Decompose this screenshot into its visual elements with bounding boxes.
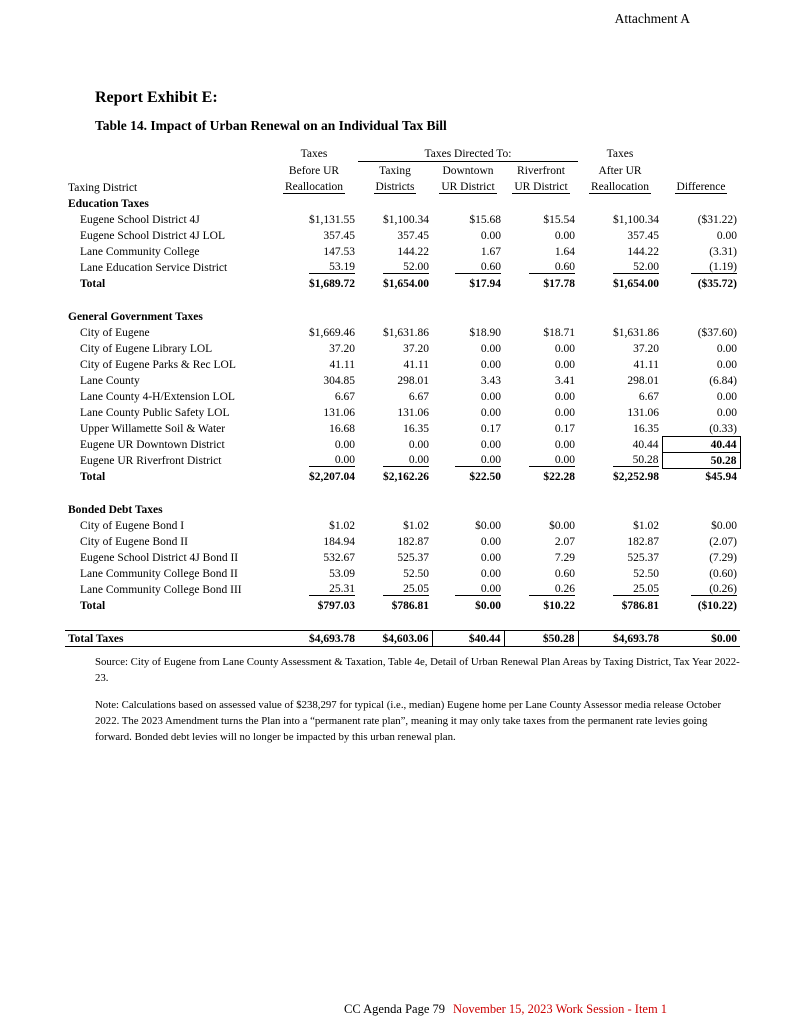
header-before-ur: Before UR — [288, 165, 340, 177]
value-cell: 52.50 — [633, 568, 659, 580]
value-cell: 16.35 — [403, 423, 429, 435]
header-empty-cell — [65, 161, 270, 178]
value-cell: (7.29) — [709, 552, 737, 564]
value-cell: ($10.22) — [697, 600, 737, 612]
value-cell: $10.22 — [543, 600, 575, 612]
value-cell: 3.41 — [554, 375, 575, 387]
value-cell: $18.90 — [469, 327, 501, 339]
value-cell: 298.01 — [627, 375, 659, 387]
table-row — [65, 404, 740, 420]
table-row — [65, 549, 740, 565]
table-row — [65, 436, 740, 452]
value-cell: 0.00 — [554, 407, 575, 419]
table-row — [65, 324, 740, 340]
district-label: Eugene UR Downtown District — [80, 439, 225, 451]
header-taxes-directed-group: Taxes Directed To: — [358, 144, 578, 161]
value-cell: 0.00 — [716, 391, 737, 403]
value-cell — [358, 581, 432, 597]
value-cell: 525.37 — [397, 552, 429, 564]
value-cell: $797.03 — [317, 600, 355, 612]
value-cell — [270, 452, 358, 468]
district-label: Eugene UR Riverfront District — [80, 455, 222, 467]
value-cell: $18.71 — [543, 327, 575, 339]
value-cell: $4,603.06 — [358, 630, 432, 646]
district-label: City of Eugene Bond II — [80, 536, 188, 548]
value-cell: $1,100.34 — [613, 214, 659, 226]
spacer-row — [65, 291, 740, 308]
district-label: City of Eugene Bond I — [80, 520, 185, 532]
value-cell: 182.87 — [627, 536, 659, 548]
underlined-value: 0.00 — [309, 454, 355, 467]
section-header-row — [65, 195, 740, 211]
underlined-value: 25.05 — [383, 583, 429, 596]
value-cell: $17.94 — [469, 278, 501, 290]
footer-page-number: CC Agenda Page 79 — [344, 1002, 446, 1016]
header-empty-cell — [662, 161, 740, 178]
value-cell: 1.64 — [554, 246, 575, 258]
section-title: Education Taxes — [68, 198, 149, 210]
table-row — [65, 517, 740, 533]
header-after-ur: After UR — [598, 165, 642, 177]
value-cell — [358, 452, 432, 468]
value-cell: 147.53 — [323, 246, 355, 258]
value-cell: 40.44 — [632, 439, 659, 451]
value-cell: ($31.22) — [697, 214, 737, 226]
spacer-row — [65, 484, 740, 501]
value-cell: 0.00 — [480, 407, 501, 419]
value-cell: 0.00 — [554, 359, 575, 371]
value-cell: 184.94 — [323, 536, 355, 548]
header-taxing-district: Taxing District — [68, 182, 138, 194]
value-cell: $1,689.72 — [309, 278, 355, 290]
value-cell: 40.44 — [662, 436, 740, 452]
value-cell: ($37.60) — [697, 327, 737, 339]
page-footer — [344, 1002, 667, 1017]
district-label: City of Eugene Library LOL — [80, 343, 213, 355]
district-label: Lane County 4-H/Extension LOL — [80, 391, 235, 403]
underlined-value: 0.00 — [455, 454, 501, 467]
value-cell: $0.00 — [475, 520, 501, 532]
underlined-value: 0.60 — [455, 261, 501, 274]
value-cell: 144.22 — [627, 246, 659, 258]
report-content — [65, 89, 760, 745]
district-label: Total Taxes — [65, 630, 270, 646]
underlined-value: 0.60 — [529, 261, 575, 274]
district-label: Eugene School District 4J LOL — [80, 230, 226, 242]
value-cell: $4,693.78 — [270, 630, 358, 646]
table-row — [65, 211, 740, 227]
underlined-value: 25.05 — [613, 583, 659, 596]
table-row — [65, 452, 740, 468]
value-cell: $17.78 — [543, 278, 575, 290]
value-cell: 0.00 — [408, 439, 429, 451]
underlined-value: 0.26 — [529, 583, 575, 596]
district-label: Lane Community College Bond II — [80, 568, 238, 580]
district-label: Upper Willamette Soil & Water — [80, 423, 226, 435]
value-cell: 0.00 — [554, 230, 575, 242]
value-cell: $45.94 — [705, 471, 737, 483]
underlined-value: 25.31 — [309, 583, 355, 596]
value-cell: 0.00 — [554, 439, 575, 451]
source-note: Source: City of Eugene from Lane County Assessment & Taxation, Table 4e, Detail of Urban Renewal Plan Areas by Taxing District, Tax Year 2022-23. — [95, 655, 740, 684]
value-cell: 0.00 — [334, 439, 355, 451]
value-cell: $2,162.26 — [383, 471, 429, 483]
tax-table — [65, 144, 741, 647]
table-row — [65, 533, 740, 549]
value-cell: 0.00 — [480, 391, 501, 403]
value-cell — [662, 581, 740, 597]
value-cell: (6.84) — [709, 375, 737, 387]
header-ur-district-riverfront: UR District — [514, 181, 568, 193]
header-reallocation-after: Reallocation — [590, 181, 650, 193]
value-cell: 0.00 — [716, 359, 737, 371]
header-districts: Districts — [375, 181, 415, 193]
section-total-row — [65, 275, 740, 291]
value-cell: 16.35 — [633, 423, 659, 435]
spacer-cell — [65, 291, 740, 308]
table-header — [65, 144, 740, 195]
value-cell: 0.00 — [480, 343, 501, 355]
table-row — [65, 243, 740, 259]
value-cell: $0.00 — [662, 630, 740, 646]
underlined-value: 53.19 — [309, 261, 355, 274]
value-cell: 6.67 — [408, 391, 429, 403]
table-title: Table 14. Impact of Urban Renewal on an Individual Tax Bill — [95, 118, 447, 133]
value-cell: $0.00 — [475, 600, 501, 612]
header-taxes-after-group: Taxes — [606, 148, 634, 160]
value-cell: 37.20 — [403, 343, 429, 355]
value-cell: 144.22 — [397, 246, 429, 258]
value-cell — [432, 581, 504, 597]
value-cell — [578, 581, 662, 597]
section-title: Bonded Debt Taxes — [68, 504, 163, 516]
value-cell: 0.00 — [554, 391, 575, 403]
value-cell: 0.00 — [480, 568, 501, 580]
value-cell: (2.07) — [709, 536, 737, 548]
value-cell — [270, 259, 358, 275]
value-cell: $1,669.46 — [309, 327, 355, 339]
value-cell: 304.85 — [323, 375, 355, 387]
district-label: Total — [80, 278, 106, 290]
value-cell: 357.45 — [323, 230, 355, 242]
value-cell: $1,631.86 — [383, 327, 429, 339]
header-empty-cell — [65, 144, 270, 161]
value-cell — [432, 452, 504, 468]
section-total-row — [65, 597, 740, 613]
district-label: Eugene School District 4J Bond II — [80, 552, 239, 564]
value-cell: 131.06 — [397, 407, 429, 419]
table-row — [65, 388, 740, 404]
table-row — [65, 356, 740, 372]
value-cell: 0.17 — [480, 423, 501, 435]
value-cell: $2,252.98 — [613, 471, 659, 483]
value-cell: $1.02 — [403, 520, 429, 532]
attachment-label: Attachment A — [614, 11, 690, 26]
footer-session: November 15, 2023 Work Session - Item 1 — [453, 1002, 668, 1016]
table-row — [65, 259, 740, 275]
section-title: General Government Taxes — [68, 311, 203, 323]
district-label: Total — [80, 600, 106, 612]
table-row — [65, 227, 740, 243]
district-label: Lane Community College — [80, 246, 200, 258]
value-cell: $1,654.00 — [613, 278, 659, 290]
section-header-row — [65, 501, 740, 517]
value-cell: $0.00 — [711, 520, 737, 532]
district-label: Lane Education Service District — [80, 262, 228, 274]
table-row — [65, 581, 740, 597]
underlined-value: 0.00 — [383, 454, 429, 467]
value-cell: 0.00 — [480, 439, 501, 451]
district-label: Lane County — [80, 375, 140, 387]
value-cell: 41.11 — [403, 359, 429, 371]
header-downtown: Downtown — [442, 165, 494, 177]
value-cell — [432, 259, 504, 275]
value-cell: 0.17 — [554, 423, 575, 435]
district-label: Total — [80, 471, 106, 483]
underlined-value: 0.00 — [455, 583, 501, 596]
value-cell: $786.81 — [621, 600, 659, 612]
value-cell: $40.44 — [432, 630, 504, 646]
table-row — [65, 340, 740, 356]
value-cell: $786.81 — [391, 600, 429, 612]
value-cell — [504, 452, 578, 468]
value-cell: ($35.72) — [697, 278, 737, 290]
value-cell: 2.07 — [554, 536, 575, 548]
header-riverfront: Riverfront — [517, 165, 565, 177]
value-cell: $1,100.34 — [383, 214, 429, 226]
value-cell: 131.06 — [627, 407, 659, 419]
header-ur-district-downtown: UR District — [441, 181, 495, 193]
table-row — [65, 372, 740, 388]
spacer-cell — [65, 613, 740, 630]
value-cell: 525.37 — [627, 552, 659, 564]
value-cell: 357.45 — [397, 230, 429, 242]
value-cell: 298.01 — [397, 375, 429, 387]
value-cell: 0.00 — [480, 359, 501, 371]
section-total-row — [65, 468, 740, 484]
district-label: Eugene School District 4J — [80, 214, 200, 226]
value-cell: 37.20 — [633, 343, 659, 355]
value-cell — [578, 452, 662, 468]
spacer-row — [65, 613, 740, 630]
underlined-value: (0.26) — [691, 583, 737, 596]
value-cell: (3.31) — [709, 246, 737, 258]
header-bottom-row — [65, 178, 740, 195]
value-cell: $1,131.55 — [309, 214, 355, 226]
value-cell: $0.00 — [549, 520, 575, 532]
value-cell: $15.54 — [543, 214, 575, 226]
grand-total-row — [65, 630, 740, 646]
header-reallocation-before: Reallocation — [284, 181, 344, 193]
underlined-value: 52.00 — [383, 261, 429, 274]
table-row — [65, 420, 740, 436]
value-cell: 52.50 — [403, 568, 429, 580]
value-cell: 6.67 — [638, 391, 659, 403]
underlined-value: (1.19) — [691, 261, 737, 274]
value-cell: 41.11 — [633, 359, 659, 371]
value-cell: 53.09 — [329, 568, 355, 580]
value-cell: $2,207.04 — [309, 471, 355, 483]
value-cell: 0.00 — [480, 536, 501, 548]
value-cell: 182.87 — [397, 536, 429, 548]
value-cell: 0.00 — [480, 552, 501, 564]
value-cell: 37.20 — [329, 343, 355, 355]
value-cell: 50.28 — [662, 452, 740, 468]
value-cell: 0.00 — [716, 230, 737, 242]
district-label: City of Eugene — [80, 327, 150, 339]
district-label: Lane County Public Safety LOL — [80, 407, 230, 419]
value-cell: $15.68 — [469, 214, 501, 226]
district-label: City of Eugene Parks & Rec LOL — [80, 359, 236, 371]
value-cell: 41.11 — [329, 359, 355, 371]
district-label: Lane Community College Bond III — [80, 584, 242, 596]
header-taxes-before-group: Taxes — [300, 148, 328, 160]
value-cell: 357.45 — [627, 230, 659, 242]
spacer-cell — [65, 484, 740, 501]
header-taxing: Taxing — [379, 165, 411, 177]
value-cell: $22.28 — [543, 471, 575, 483]
value-cell: 532.67 — [323, 552, 355, 564]
underlined-value: 52.00 — [613, 261, 659, 274]
value-cell: $1,631.86 — [613, 327, 659, 339]
value-cell: 131.06 — [323, 407, 355, 419]
value-cell: $1.02 — [329, 520, 355, 532]
value-cell: 0.00 — [480, 230, 501, 242]
value-cell: $22.50 — [469, 471, 501, 483]
value-cell — [504, 581, 578, 597]
value-cell: 0.00 — [554, 343, 575, 355]
underlined-value: 0.00 — [529, 454, 575, 467]
header-difference: Difference — [676, 181, 726, 193]
underlined-value: 50.28 — [613, 454, 659, 467]
value-cell: 3.43 — [480, 375, 501, 387]
value-cell: (0.60) — [709, 568, 737, 580]
value-cell: 0.00 — [716, 343, 737, 355]
value-cell — [270, 581, 358, 597]
value-cell: 0.00 — [716, 407, 737, 419]
value-cell: 0.60 — [554, 568, 575, 580]
header-sub-row — [65, 161, 740, 178]
value-cell: $1,654.00 — [383, 278, 429, 290]
value-cell: (0.33) — [709, 422, 737, 435]
value-cell — [578, 259, 662, 275]
value-cell: $1.02 — [633, 520, 659, 532]
header-empty-cell — [662, 144, 740, 161]
value-cell — [662, 259, 740, 275]
value-cell — [358, 259, 432, 275]
report-title: Report Exhibit E: — [95, 89, 218, 106]
tax-table-body — [65, 195, 740, 646]
header-group-row — [65, 144, 740, 161]
value-cell: 7.29 — [554, 552, 575, 564]
value-cell: $4,693.78 — [578, 630, 662, 646]
section-header-row — [65, 308, 740, 324]
calculation-note: Note: Calculations based on assessed value of $238,297 for typical (i.e., median) Eugene home per Lane County Assessor media release October 2022. The 2023 Amendment turns the Plan into a “permanent rate plan”, meaning it may only take taxes from the permanent rate levies going forward. Bonded debt levies will no longer be impacted by this urban renewal plan. — [95, 698, 722, 744]
value-cell: 6.67 — [334, 391, 355, 403]
table-row — [65, 565, 740, 581]
value-cell — [504, 259, 578, 275]
value-cell: 16.68 — [329, 423, 355, 435]
value-cell: $50.28 — [504, 630, 578, 646]
value-cell: 1.67 — [480, 246, 501, 258]
